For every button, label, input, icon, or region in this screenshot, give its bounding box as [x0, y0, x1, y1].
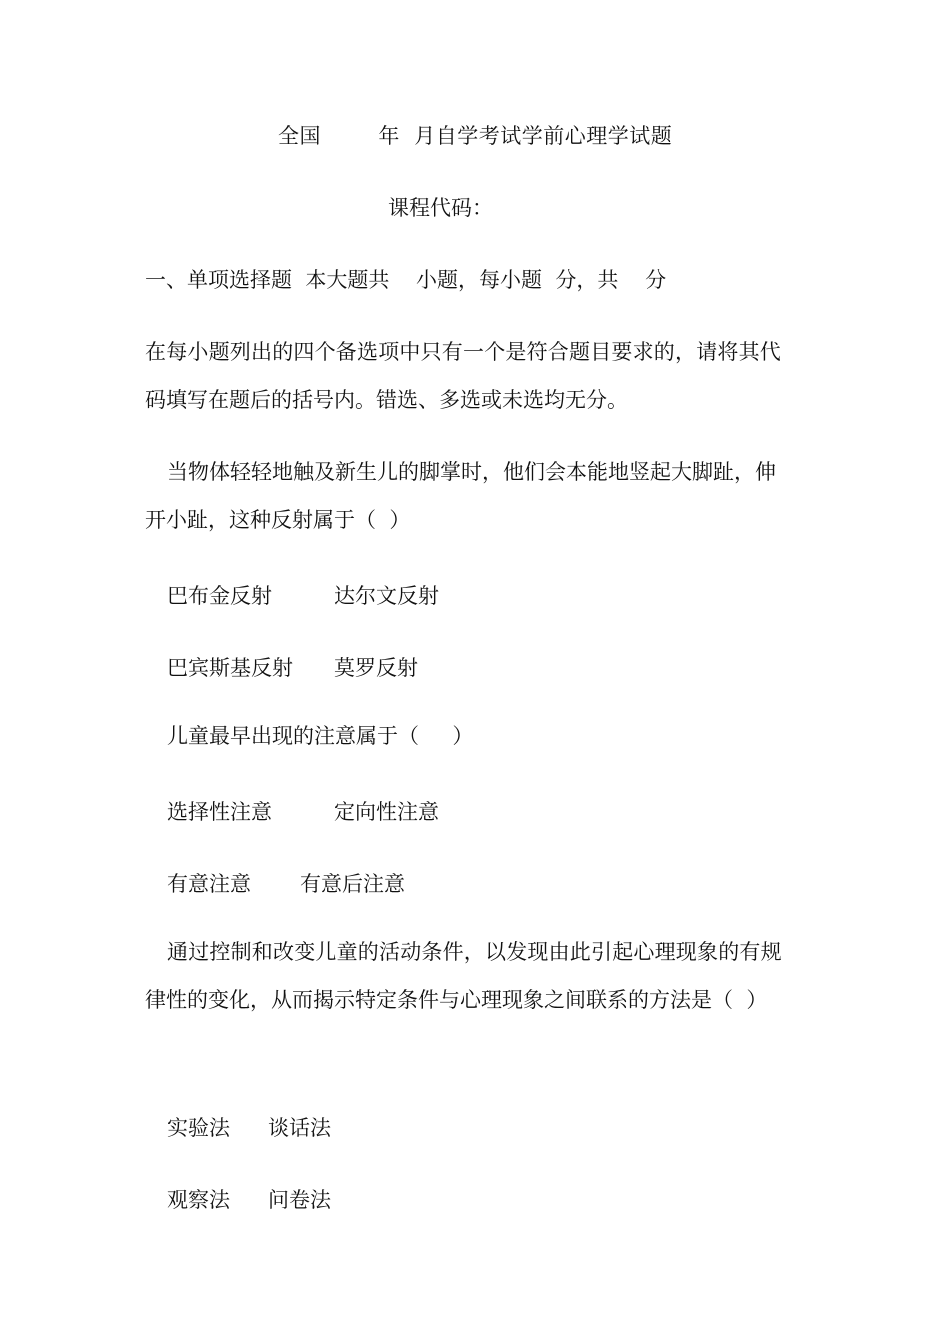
course-code-label: 课程代码：	[388, 196, 493, 220]
question-2-option-c: 有意注意	[167, 872, 251, 896]
question-3-option-c: 观察法	[167, 1188, 230, 1212]
instructions-line-2: 码填写在题后的括号内。错选、多选或未选均无分。	[145, 388, 628, 412]
question-3-option-a: 实验法	[167, 1116, 230, 1140]
question-3-stem-line-1: 通过控制和改变儿童的活动条件，以发现由此引起心理现象的有规	[167, 940, 782, 964]
question-1-option-d: 莫罗反射	[334, 656, 418, 680]
question-1-stem-line-1: 当物体轻轻地触及新生儿的脚掌时，他们会本能地竖起大脚趾，伸	[167, 460, 776, 484]
question-1-stem-line-2: 开小趾，这种反射属于（ ）	[145, 508, 411, 532]
instructions-line-1: 在每小题列出的四个备选项中只有一个是符合题目要求的，请将其代	[145, 340, 781, 364]
page-title: 全国 年 月自学考试学前心理学试题	[278, 124, 673, 148]
question-3-stem-line-2: 律性的变化，从而揭示特定条件与心理现象之间联系的方法是（ ）	[145, 988, 768, 1012]
question-1-option-a: 巴布金反射	[167, 584, 272, 608]
question-1-option-b: 达尔文反射	[334, 584, 439, 608]
question-2-option-d: 有意后注意	[300, 872, 405, 896]
question-3-option-b: 谈话法	[268, 1116, 331, 1140]
question-3-option-d: 问卷法	[268, 1188, 331, 1212]
question-2-stem: 儿童最早出现的注意属于（ ）	[167, 724, 474, 748]
question-1-option-c: 巴宾斯基反射	[167, 656, 293, 680]
question-2-option-a: 选择性注意	[167, 800, 272, 824]
question-2-option-b: 定向性注意	[334, 800, 439, 824]
section-heading: 一、单项选择题 本大题共 小题，每小题 分，共 分	[145, 268, 667, 292]
